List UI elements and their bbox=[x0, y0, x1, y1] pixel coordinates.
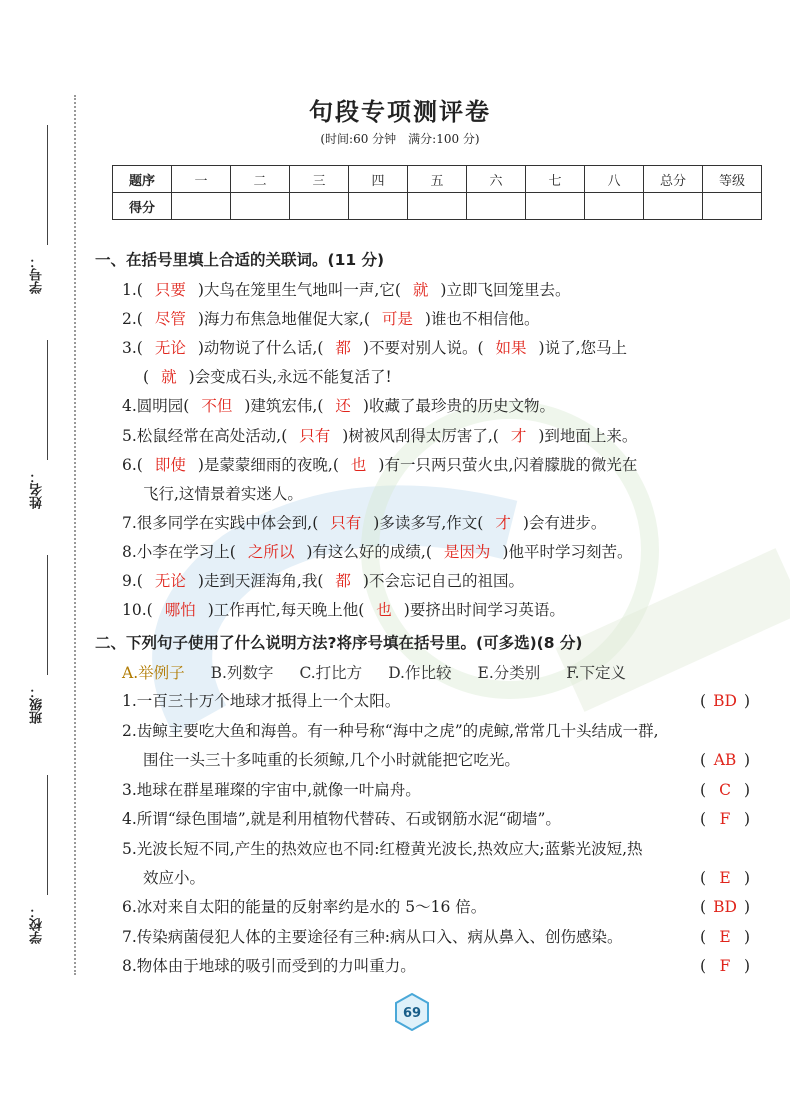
filled-answer: BD bbox=[713, 898, 737, 916]
question-text: 5.松鼠经常在高处活动,( bbox=[122, 427, 288, 445]
bracket-open: ( bbox=[699, 869, 706, 887]
bracket-close: ) bbox=[744, 898, 751, 916]
section2-options bbox=[122, 663, 626, 683]
question-text: )海力布焦急地催促大家,( bbox=[197, 310, 370, 328]
section2-heading: 二、下列句子使用了什么说明方法?将序号填在括号里。(可多选)(8 分) bbox=[95, 634, 583, 652]
bracket-close: ) bbox=[744, 957, 751, 975]
filled-answer: 尽管 bbox=[154, 310, 186, 328]
filled-answer: 无论 bbox=[154, 572, 186, 590]
section1-item bbox=[122, 571, 524, 591]
score-table-cell: 二 bbox=[231, 166, 290, 193]
option-d: D.作比较 bbox=[388, 664, 452, 682]
bracket-close: ) bbox=[744, 751, 751, 769]
filled-answer: 就 bbox=[412, 281, 429, 299]
score-table-score-row bbox=[113, 193, 762, 220]
filled-answer: 无论 bbox=[154, 339, 186, 357]
question-text: )收藏了最珍贵的历史文物。 bbox=[362, 397, 555, 415]
filled-answer: 还 bbox=[335, 397, 351, 415]
school-blank-line bbox=[47, 775, 48, 895]
page-number: 69 bbox=[402, 1006, 422, 1021]
score-table-cell: 五 bbox=[408, 166, 467, 193]
bracket-open: ( bbox=[699, 928, 706, 946]
filled-answer: 都 bbox=[335, 572, 351, 590]
question-text: ( bbox=[143, 368, 150, 386]
score-table-cell: 总分 bbox=[644, 166, 703, 193]
filled-answer: 是因为 bbox=[443, 543, 491, 561]
option-e: E.分类别 bbox=[477, 664, 541, 682]
question-text: 3.( bbox=[122, 339, 143, 357]
section2-item-continuation: 效应小。 bbox=[143, 869, 206, 887]
bracket-open: ( bbox=[699, 898, 706, 916]
answer-bracket bbox=[690, 691, 760, 711]
question-text: )会变成石头,永远不能复活了! bbox=[188, 368, 392, 386]
bracket-open: ( bbox=[699, 751, 706, 769]
score-input-cell[interactable] bbox=[526, 193, 585, 220]
filled-answer: 就 bbox=[161, 368, 177, 386]
question-text: 4.圆明园( bbox=[122, 397, 190, 415]
score-input-cell[interactable] bbox=[172, 193, 231, 220]
answer-bracket bbox=[690, 750, 760, 770]
binding-dotted-line bbox=[74, 95, 76, 975]
filled-answer: 也 bbox=[376, 601, 392, 619]
question-text: )大鸟在笼里生气地叫一声,它( bbox=[197, 281, 401, 299]
filled-answer: 之所以 bbox=[247, 543, 295, 561]
section1-item bbox=[122, 338, 627, 358]
filled-answer: 不但 bbox=[201, 397, 233, 415]
section1-item bbox=[122, 600, 565, 620]
filled-answer: 才 bbox=[495, 514, 511, 532]
section1-item bbox=[122, 513, 606, 533]
question-text: 9.( bbox=[122, 572, 143, 590]
question-text: )他平时学习刻苦。 bbox=[502, 543, 633, 561]
filled-answer: 可是 bbox=[381, 310, 413, 328]
score-table-header-row bbox=[113, 166, 762, 193]
answer-bracket bbox=[690, 956, 760, 976]
filled-answer: F bbox=[719, 957, 731, 975]
option-a: A.举例子 bbox=[122, 664, 185, 682]
section1-item bbox=[122, 396, 555, 416]
answer-bracket bbox=[690, 868, 760, 888]
score-table-cell: 七 bbox=[526, 166, 585, 193]
bracket-close: ) bbox=[744, 781, 751, 799]
bracket-close: ) bbox=[744, 810, 751, 828]
filled-answer: 如果 bbox=[495, 339, 527, 357]
answer-bracket bbox=[690, 927, 760, 947]
question-text: 1.( bbox=[122, 281, 143, 299]
question-text: )不会忘记自己的祖国。 bbox=[362, 572, 524, 590]
name-label: 姓名： bbox=[30, 470, 45, 509]
question-text: 2.( bbox=[122, 310, 143, 328]
filled-answer: 只要 bbox=[154, 281, 186, 299]
section2-item: 4.所谓“绿色围墙”,就是利用植物代替砖、石或钢筋水泥“砌墙”。 bbox=[122, 810, 561, 828]
filled-answer: C bbox=[719, 781, 731, 799]
score-input-cell[interactable] bbox=[467, 193, 526, 220]
class-blank-line bbox=[47, 555, 48, 675]
filled-answer: E bbox=[719, 869, 731, 887]
score-table-cell: 题序 bbox=[113, 166, 172, 193]
question-text: )走到天涯海角,我( bbox=[197, 572, 324, 590]
score-input-cell[interactable] bbox=[585, 193, 644, 220]
question-text: )动物说了什么话,( bbox=[197, 339, 324, 357]
filled-answer: E bbox=[719, 928, 731, 946]
question-text: )有一只两只萤火虫,闪着朦胧的微光在 bbox=[378, 456, 638, 474]
section2-item: 6.冰对来自太阳的能量的反射率约是水的 5～16 倍。 bbox=[122, 898, 487, 916]
question-text: )工作再忙,每天晚上他( bbox=[207, 601, 365, 619]
score-table-cell: 八 bbox=[585, 166, 644, 193]
score-input-cell[interactable] bbox=[703, 193, 762, 220]
score-table-cell: 三 bbox=[290, 166, 349, 193]
filled-answer: 才 bbox=[510, 427, 527, 445]
filled-answer: 只有 bbox=[330, 514, 362, 532]
question-text: )建筑宏伟,( bbox=[244, 397, 324, 415]
question-text: )会有进步。 bbox=[522, 514, 607, 532]
name-blank-line bbox=[47, 340, 48, 460]
section2-item: 1.一百三十万个地球才抵得上一个太阳。 bbox=[122, 692, 401, 710]
question-text: )立即飞回笼里去。 bbox=[440, 281, 571, 299]
filled-answer: BD bbox=[713, 692, 737, 710]
section1-heading: 一、在括号里填上合适的关联词。(11 分) bbox=[95, 251, 385, 269]
bracket-open: ( bbox=[699, 781, 706, 799]
filled-answer: 也 bbox=[350, 456, 367, 474]
filled-answer: 即使 bbox=[154, 456, 186, 474]
bracket-close: ) bbox=[744, 869, 751, 887]
school-label: 学校： bbox=[30, 905, 45, 944]
question-text: )多读多写,作文( bbox=[373, 514, 484, 532]
section1-item bbox=[122, 309, 539, 329]
score-row-label: 得分 bbox=[113, 193, 172, 220]
bracket-close: ) bbox=[744, 692, 751, 710]
question-text: )谁也不相信他。 bbox=[424, 310, 540, 328]
question-text: 10.( bbox=[122, 601, 153, 619]
question-text: 7.很多同学在实践中体会到,( bbox=[122, 514, 319, 532]
number-label: 学号： bbox=[30, 255, 45, 294]
bracket-open: ( bbox=[699, 957, 706, 975]
page-title: 句段专项测评卷 bbox=[309, 98, 491, 126]
answer-bracket bbox=[690, 897, 760, 917]
section2-item: 3.地球在群星璀璨的宇宙中,就像一叶扁舟。 bbox=[122, 781, 421, 799]
score-table-cell: 四 bbox=[349, 166, 408, 193]
question-text: )不要对别人说。( bbox=[362, 339, 484, 357]
section1-item bbox=[122, 426, 637, 446]
score-table bbox=[112, 165, 762, 220]
filled-answer: AB bbox=[713, 751, 737, 769]
section2-item: 2.齿鲸主要吃大鱼和海兽。有一种号称“海中之虎”的虎鲸,常常几十头结成一群, bbox=[122, 722, 659, 740]
filled-answer: F bbox=[719, 810, 731, 828]
question-text: 飞行,这情景着实迷人。 bbox=[143, 485, 303, 503]
option-f: F.下定义 bbox=[566, 664, 627, 682]
score-input-cell[interactable] bbox=[408, 193, 467, 220]
section1-item bbox=[122, 455, 637, 475]
question-text: 8.小李在学习上( bbox=[122, 543, 236, 561]
section1-item bbox=[122, 280, 570, 300]
class-label: 班级： bbox=[30, 685, 45, 724]
section1-item bbox=[122, 542, 632, 562]
answer-bracket bbox=[690, 780, 760, 800]
section2-item: 5.光波长短不同,产生的热效应也不同:红橙黄光波长,热效应大;蓝紫光波短,热 bbox=[122, 840, 643, 858]
exam-info: (时间:60 分钟 满分:100 分) bbox=[320, 132, 480, 146]
question-text: )到地面上来。 bbox=[538, 427, 638, 445]
bracket-close: ) bbox=[744, 928, 751, 946]
filled-answer: 都 bbox=[335, 339, 351, 357]
question-text: )是蒙蒙细雨的夜晚,( bbox=[197, 456, 339, 474]
answer-bracket bbox=[690, 809, 760, 829]
question-text: )有这么好的成绩,( bbox=[306, 543, 432, 561]
bracket-open: ( bbox=[699, 810, 706, 828]
score-input-cell[interactable] bbox=[231, 193, 290, 220]
question-text: )要挤出时间学习英语。 bbox=[403, 601, 565, 619]
filled-answer: 只有 bbox=[299, 427, 331, 445]
binding-margin bbox=[0, 0, 80, 1093]
page-number-badge bbox=[393, 993, 431, 1031]
section2-item: 8.物体由于地球的吸引而受到的力叫重力。 bbox=[122, 957, 416, 975]
bracket-open: ( bbox=[699, 692, 706, 710]
question-text: )树被风刮得太厉害了,( bbox=[342, 427, 499, 445]
score-input-cell[interactable] bbox=[644, 193, 703, 220]
filled-answer: 哪怕 bbox=[164, 601, 196, 619]
score-table-cell: 等级 bbox=[703, 166, 762, 193]
section1-item bbox=[143, 484, 303, 504]
score-input-cell[interactable] bbox=[349, 193, 408, 220]
score-table-cell: 六 bbox=[467, 166, 526, 193]
section2-item-continuation: 围住一头三十多吨重的长须鲸,几个小时就能把它吃光。 bbox=[143, 751, 520, 769]
section1-item bbox=[143, 367, 392, 387]
score-table-cell: 一 bbox=[172, 166, 231, 193]
option-c: C.打比方 bbox=[299, 664, 363, 682]
section2-item: 7.传染病菌侵犯人体的主要途径有三种:病从口入、病从鼻入、创伤感染。 bbox=[122, 928, 623, 946]
score-input-cell[interactable] bbox=[290, 193, 349, 220]
question-text: )说了,您马上 bbox=[538, 339, 628, 357]
option-b: B.列数字 bbox=[210, 664, 274, 682]
question-text: 6.( bbox=[122, 456, 143, 474]
